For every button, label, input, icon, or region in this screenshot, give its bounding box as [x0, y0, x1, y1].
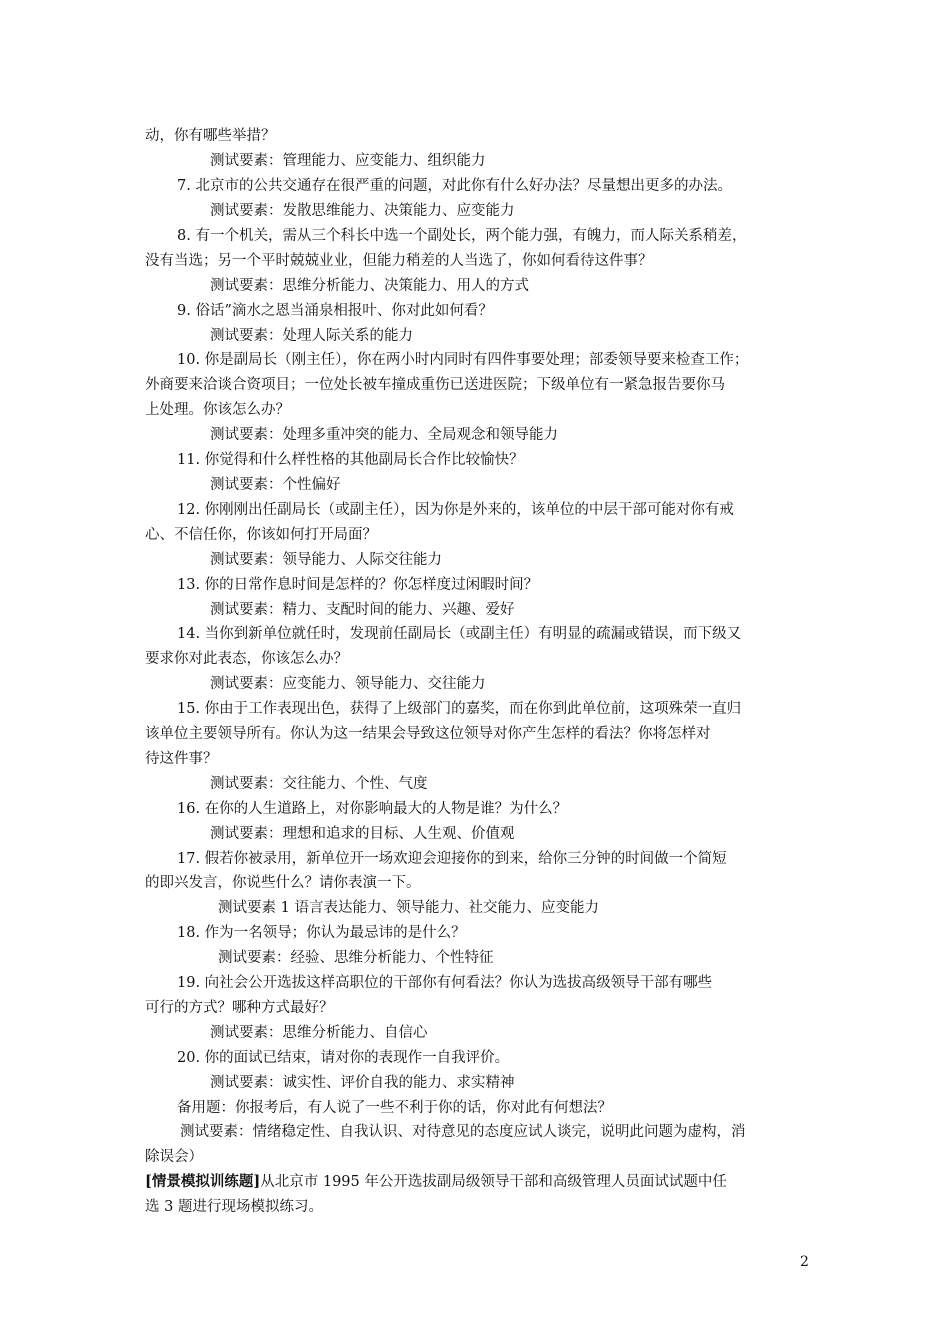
test-requirement: 测试要素：思维分析能力、自信心 — [210, 1025, 428, 1041]
text-line: 该单位主要领导所有。你认为这一结果会导致这位领导对你产生怎样的看法？你将怎样对 — [145, 726, 711, 742]
question-16: 16. 在你的人生道路上，对你影响最大的人物是谁？为什么？ — [177, 801, 568, 817]
question-7: 7. 北京市的公共交通存在很严重的问题，对此你有什么好办法？尽量想出更多的办法。 — [177, 178, 732, 194]
test-requirement: 测试要素：发散思维能力、决策能力、应变能力 — [210, 203, 515, 219]
final-text: 从北京市 1995 年公开选拔副局级领导干部和高级管理人员面试试题中任 — [260, 1174, 727, 1190]
test-requirement: 测试要素：个性偏好 — [210, 477, 341, 493]
final-paragraph — [145, 1172, 727, 1192]
text-line: 外商要来洽谈合资项目；一位处长被车撞成重伤已送进医院；下级单位有一紧急报告要你马 — [145, 377, 725, 393]
test-requirement: 测试要素：经验、思维分析能力、个性特征 — [218, 950, 494, 966]
question-9: 9. 俗话”滴水之恩当涌泉相报叶、你对此如何看？ — [177, 303, 493, 319]
text-line: 心、不信任你，你该如何打开局面？ — [145, 527, 377, 543]
text-line: 没有当选；另一个平时兢兢业业，但能力稍差的人当选了，你如何看待这件事？ — [145, 253, 653, 269]
test-requirement: 测试要素：管理能力、应变能力、组织能力 — [210, 153, 486, 169]
question-19: 19. 向社会公开选拔这样高职位的干部你有何看法？你认为选拔高级领导干部有哪些 — [177, 975, 713, 991]
text-line: 要求你对此表态，你该怎么办？ — [145, 651, 348, 667]
test-requirement: 测试要素：处理多重冲突的能力、全局观念和领导能力 — [210, 427, 558, 443]
question-8: 8. 有一个机关，需从三个科长中选一个副处长，两个能力强，有魄力，而人际关系稍差， — [177, 228, 747, 244]
test-requirement: 测试要素：情绪稳定性、自我认识、对待意见的态度应试人谈完，说明此问题为虚构，消 — [180, 1124, 746, 1140]
text-line: 待这件事？ — [145, 751, 218, 767]
test-requirement: 测试要素：应变能力、领导能力、交往能力 — [210, 676, 486, 692]
question-20: 20. 你的面试已结束，请对你的表现作一自我评价。 — [177, 1050, 510, 1066]
text-line: 除误会） — [145, 1149, 203, 1165]
question-12: 12. 你刚刚出任副局长（或副主任），因为你是外来的，该单位的中层干部可能对你有戒 — [177, 502, 734, 518]
question-18: 18. 作为一名领导；你认为最忌讳的是什么？ — [177, 925, 466, 941]
page-number: 2 — [800, 1254, 809, 1270]
question-17: 17. 假若你被录用，新单位开一场欢迎会迎接你的到来，给你三分钟的时间做一个简短 — [177, 851, 727, 867]
backup-question: 备用题：你报考后，有人说了一些不利于你的话，你对此有何想法？ — [177, 1100, 612, 1116]
text-line: 可行的方式？哪种方式最好？ — [145, 1000, 334, 1016]
question-14: 14. 当你到新单位就任时，发现前任副局长（或副主任）有明显的疏漏或错误，而下级又 — [177, 626, 742, 642]
question-15: 15. 你由于工作表现出色，获得了上级部门的嘉奖，而在你到此单位前，这项殊荣一直归 — [177, 701, 742, 717]
section-heading: [情景模拟训练题] — [145, 1173, 261, 1190]
question-13: 13. 你的日常作息时间是怎样的？你怎样度过闲暇时间？ — [177, 577, 539, 593]
question-11: 11. 你觉得和什么样性格的其他副局长合作比较愉快？ — [177, 452, 524, 468]
final-text-cont: 选 3 题进行现场模拟练习。 — [145, 1199, 323, 1215]
test-requirement: 测试要素 1 语言表达能力、领导能力、社交能力、应变能力 — [218, 900, 599, 916]
text-line: 上处理。你该怎么办？ — [145, 402, 290, 418]
test-requirement: 测试要素：精力、支配时间的能力、兴趣、爱好 — [210, 602, 515, 618]
test-requirement: 测试要素：理想和追求的目标、人生观、价值观 — [210, 826, 515, 842]
test-requirement: 测试要素：思维分析能力、决策能力、用人的方式 — [210, 278, 529, 294]
test-requirement: 测试要素：领导能力、人际交往能力 — [210, 552, 442, 568]
question-10: 10. 你是副局长（刚主任），你在两小时内同时有四件事要处理；部委领导要来检查工作； — [177, 352, 749, 368]
test-requirement: 测试要素：交往能力、个性、气度 — [210, 776, 428, 792]
text-line: 动，你有哪些举措？ — [145, 128, 276, 144]
text-line: 的即兴发言，你说些什么？请你表演一下。 — [145, 875, 421, 891]
test-requirement: 测试要素：诚实性、评价自我的能力、求实精神 — [210, 1075, 515, 1091]
test-requirement: 测试要素：处理人际关系的能力 — [210, 328, 413, 344]
